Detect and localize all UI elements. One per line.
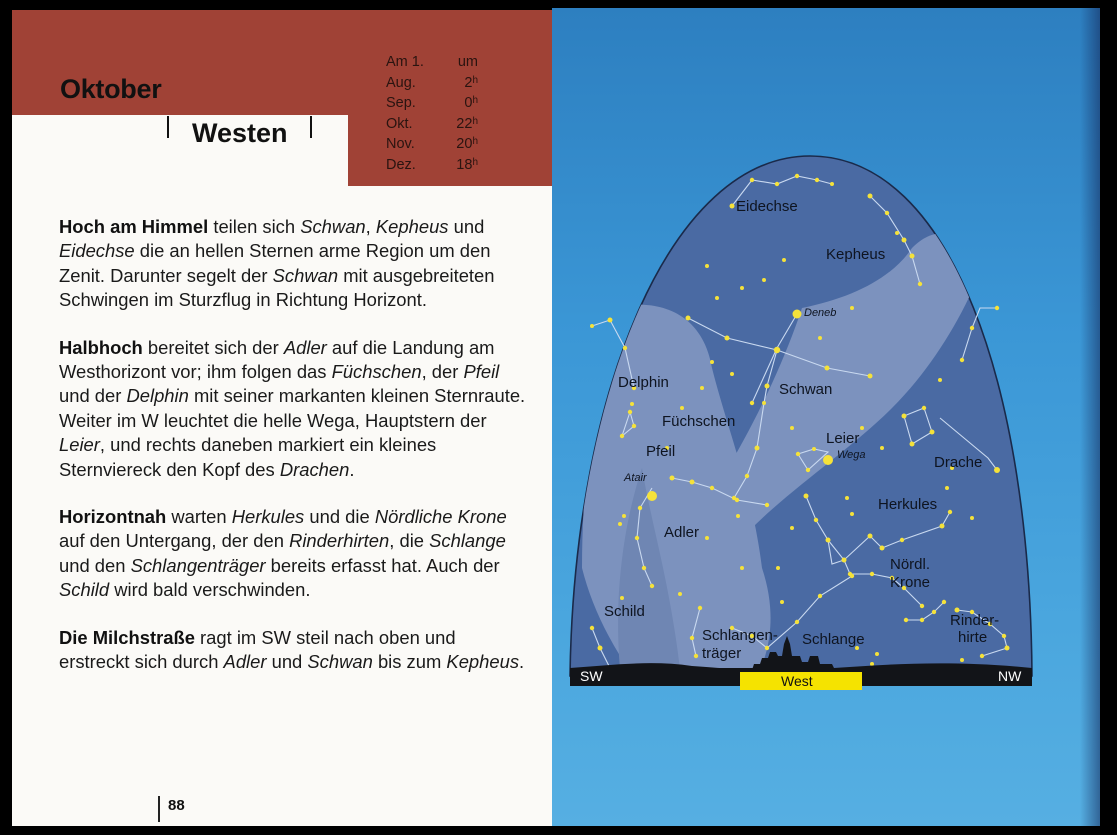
constellation-name: Rinderhirten [289,530,390,552]
label-wega: Wega [837,449,866,461]
direction-title: Westen [192,118,288,148]
constellation-name: Schild [59,579,110,601]
constellation-name: Pfeil [463,361,500,383]
text-run: bereits erfasst hat. Auch der [265,554,500,576]
label-drache: Drache [934,454,983,471]
constellation-name: Leier [59,434,100,456]
page-number-bar [158,796,160,822]
text-run: , [365,216,376,237]
deneb-star [793,310,802,319]
text-run: und die [304,506,375,528]
constellation-name: Eidechse [59,240,135,262]
constellation-name: Drachen [279,458,350,480]
constellation-name: Schwan [307,651,373,673]
label-eidechse: Eidechse [736,198,798,215]
constellation-name: Kepheus [446,651,520,673]
label-deneb: Deneb [804,307,837,319]
hour-unit: h [472,156,478,168]
paragraph-lead: Horizontnah [59,506,167,528]
star-map [552,8,1100,826]
body-text [59,215,529,698]
text-run: teilen sich [208,216,301,237]
label-sw: SW [580,668,603,684]
time-table-col2: um [457,54,478,70]
constellation-name: Schlangenträger [130,554,266,576]
label-schlange: Schlange [802,631,865,648]
time-table-row [386,155,478,176]
text-run: und den [59,554,131,576]
constellation-name: Delphin [126,385,189,407]
text-run: mit seiner markanten kleinen Sternraute. Weiter im W leuchtet die helle Wega, Hauptstern der [59,385,526,431]
constellation-name: Kepheus [375,216,449,237]
hour-unit: h [472,74,478,86]
label-adler: Adler [664,524,700,541]
row-hour [464,73,478,94]
constellation-name: Schlange [429,530,506,552]
label-rinderhirte-1: Rinder- [950,612,1000,629]
label-krone: Krone [890,574,931,591]
paragraph-lead: Hoch am Himmel [59,216,209,237]
text-run: die an hellen Sternen arme Region um den Zenit. Darunter segelt der [59,240,491,286]
constellation-name: Schwan [272,264,339,286]
constellation-name: Adler [223,651,267,673]
row-month: Dez. [386,156,416,173]
text-run: , der [421,361,464,383]
hour-value: 18 [456,156,473,173]
label-schlangentraeger-1: Schlangen- [702,627,778,644]
time-table-row [386,73,478,94]
time-table-header [386,52,478,73]
paragraph-mid [59,336,529,482]
text-run: , und rechts daneben markiert ein kleines Sternviereck den Kopf des [59,434,437,480]
text-run: . [349,458,355,480]
label-schwan: Schwan [779,381,833,398]
text-run: und der [59,385,127,407]
text-run: bis zum [372,651,447,673]
hour-value: 0 [464,95,473,111]
label-noerdl: Nördl. [890,556,931,573]
text-run: warten [166,506,232,528]
row-month: Sep. [386,95,416,111]
hour-value: 2 [464,74,473,91]
text-run: mit ausgebreiteten Schwingen im Sturzflug in Richtung Horizont. [59,264,495,311]
row-month: Aug. [386,74,416,91]
row-month: Nov. [386,136,415,152]
label-delphin: Delphin [618,374,669,391]
hour-value: 20 [456,136,473,152]
text-run: . [519,651,525,673]
row-hour [456,114,478,135]
atair-star [647,491,657,501]
title-tick-left [167,116,169,138]
hour-value: 22 [456,115,473,132]
label-kepheus: Kepheus [826,246,886,263]
text-run: wird bald verschwinden. [109,579,311,601]
text-run: auf die Landung am Westhorizont vor; ihm folgen das [59,336,495,383]
row-month: Okt. [386,115,413,132]
paragraph-lead: Halbhoch [59,336,143,358]
month-title: Oktober [60,74,162,104]
label-leier: Leier [826,430,860,447]
paragraph-high [59,215,529,313]
hour-unit: h [472,95,478,106]
row-hour [456,134,478,155]
text-run: und [266,651,308,673]
time-table [386,52,478,175]
direction-box [12,115,348,215]
constellation-name: Füchschen [331,361,422,383]
paragraph-horizon [59,505,529,603]
hour-unit: h [472,136,478,147]
text-run: ragt im SW steil nach oben und erstreckt sich durch [59,626,456,673]
label-nw: NW [998,668,1022,684]
label-herkules: Herkules [878,496,938,513]
time-table-row [386,134,478,155]
label-schlangentraeger-2: träger [702,645,742,662]
constellation-name: Schwan [300,216,366,237]
time-table-col1: Am 1. [386,54,424,70]
label-rinderhirte-2: hirte [958,629,988,646]
right-page [552,8,1100,826]
text-run: , die [389,530,430,552]
time-table-row [386,114,478,135]
label-atair: Atair [624,472,647,484]
left-page [12,10,552,826]
text-run: und [448,216,485,237]
page-number: 88 [168,797,185,814]
label-fuechschen: Füchschen [662,413,736,430]
constellation-name: Herkules [231,506,305,528]
paragraph-milkyway [59,626,529,675]
row-hour [464,93,478,114]
hour-unit: h [472,115,478,127]
wega-star [823,455,833,465]
time-table-row [386,93,478,114]
constellation-name: Nördliche Krone [374,506,507,528]
label-schild: Schild [604,603,645,620]
text-run: auf den Untergang, der den [59,530,290,552]
title-tick-right [310,116,312,138]
label-pfeil: Pfeil [646,443,676,460]
paragraph-lead: Die Milchstraße [59,626,195,648]
row-hour [456,155,478,176]
label-west: West [781,673,813,689]
constellation-name: Adler [283,336,327,358]
text-run: bereitet sich der [142,336,284,358]
